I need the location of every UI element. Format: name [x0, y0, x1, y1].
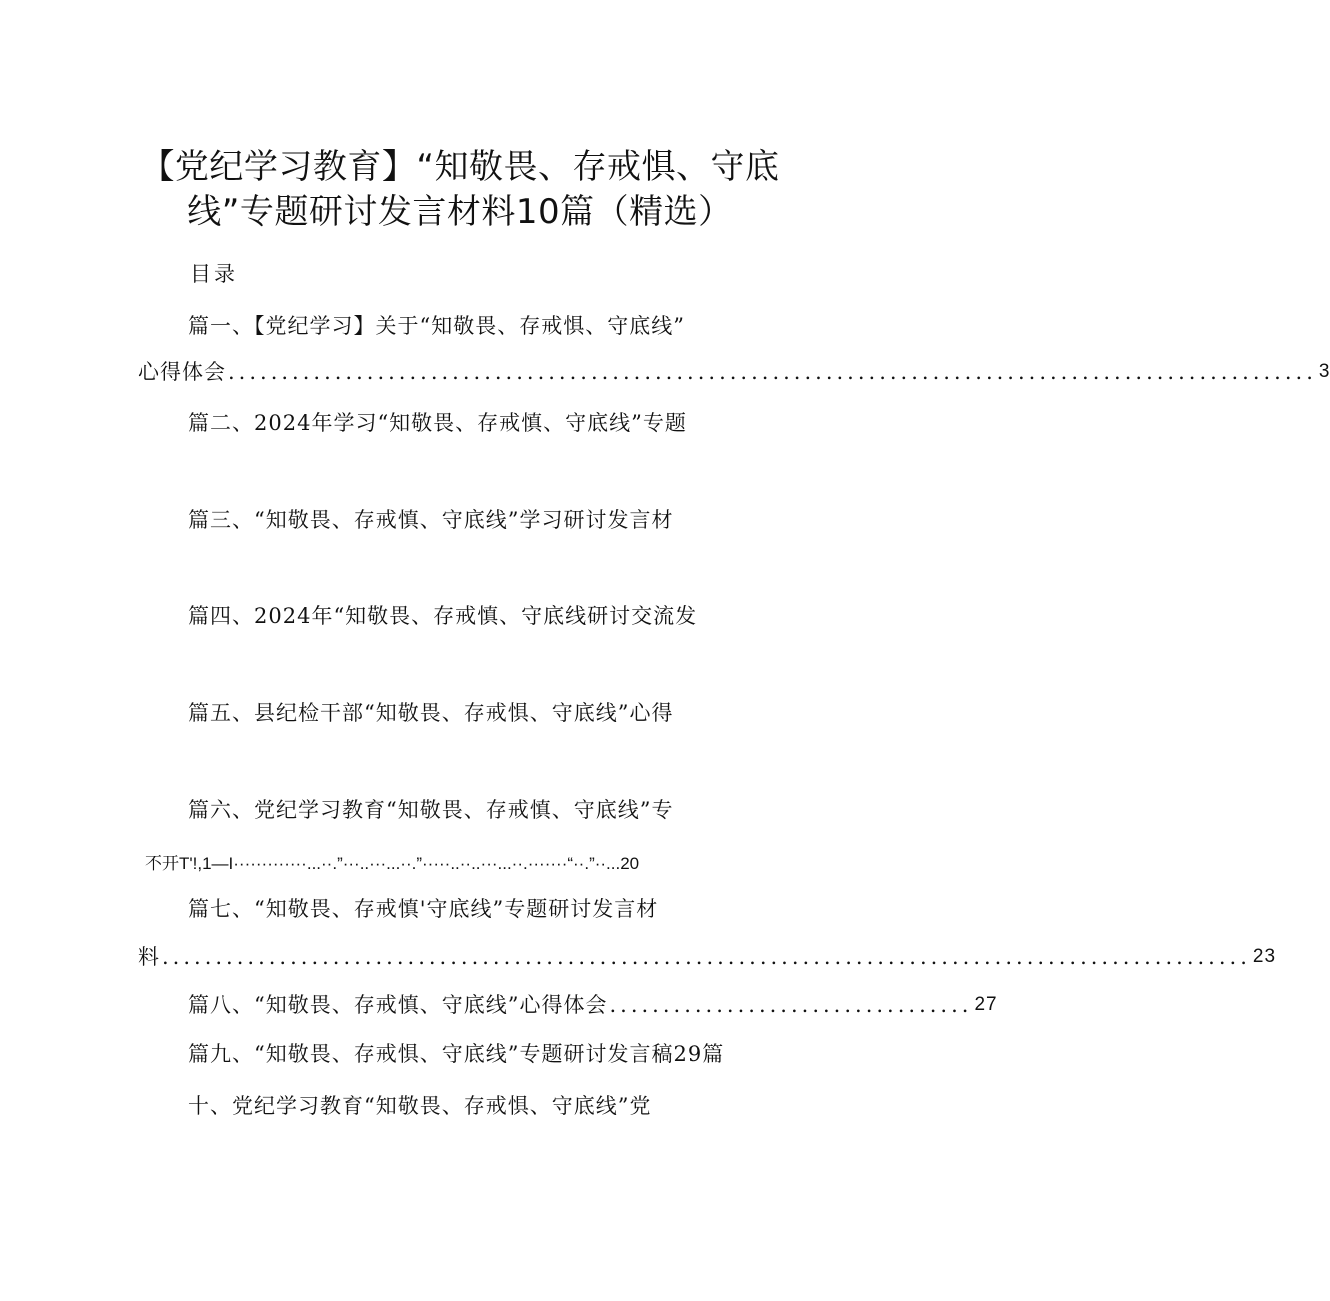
- toc-heading: 目录: [190, 262, 238, 286]
- toc-entry-1[interactable]: 篇一、【党纪学习】关于“知敬畏、存戒惧、守底线”: [188, 314, 685, 338]
- toc-entry-1-cont[interactable]: [138, 358, 1330, 386]
- toc-entry-7-cont-text: 料: [138, 945, 160, 969]
- toc-entry-1-cont-text: 心得体会: [138, 360, 226, 384]
- toc-entry-8-text: 篇八、“知敬畏、存戒慎、守底线”心得体会: [188, 993, 608, 1017]
- doc-title-line2: 线”专题研讨发言材料10篇（精选）: [187, 192, 733, 232]
- toc-entry-7-cont[interactable]: [138, 943, 1277, 971]
- toc-entry-6-cont[interactable]: 不开T'!,1—I·············...··.”···..···...··.”·····..··..···...··.·······“··.”··...20: [145, 854, 640, 873]
- toc-entry-10[interactable]: 十、党纪学习教育“知敬畏、存戒惧、守底线”党: [188, 1094, 652, 1118]
- toc-entry-3[interactable]: 篇三、“知敬畏、存戒慎、守底线”学习研讨发言材: [188, 508, 674, 532]
- dot-leader: ......................................................................................................: [162, 945, 1251, 969]
- toc-entry-7[interactable]: 篇七、“知敬畏、存戒慎'守底线”专题研讨发言材: [188, 897, 659, 921]
- dot-leader: ......................................................................................................: [228, 360, 1317, 384]
- toc-entry-8[interactable]: [188, 991, 998, 1019]
- toc-entry-1-page: 3: [1318, 361, 1330, 382]
- toc-entry-8-page: 27: [974, 994, 998, 1015]
- toc-entry-2[interactable]: 篇二、2024年学习“知敬畏、存戒慎、守底线”专题: [188, 411, 687, 435]
- toc-entry-7-page: 23: [1252, 946, 1277, 967]
- toc-entry-6[interactable]: 篇六、党纪学习教育“知敬畏、存戒慎、守底线”专: [188, 798, 674, 822]
- doc-title-line1: 【党纪学习教育】“知敬畏、存戒惧、守底: [140, 147, 780, 187]
- toc-entry-5[interactable]: 篇五、县纪检干部“知敬畏、存戒惧、守底线”心得: [188, 701, 674, 725]
- dot-leader: ..................................: [609, 993, 973, 1017]
- toc-entry-9[interactable]: 篇九、“知敬畏、存戒惧、守底线”专题研讨发言稿29篇: [188, 1042, 725, 1066]
- toc-entry-4[interactable]: 篇四、2024年“知敬畏、存戒慎、守底线研讨交流发: [188, 604, 698, 628]
